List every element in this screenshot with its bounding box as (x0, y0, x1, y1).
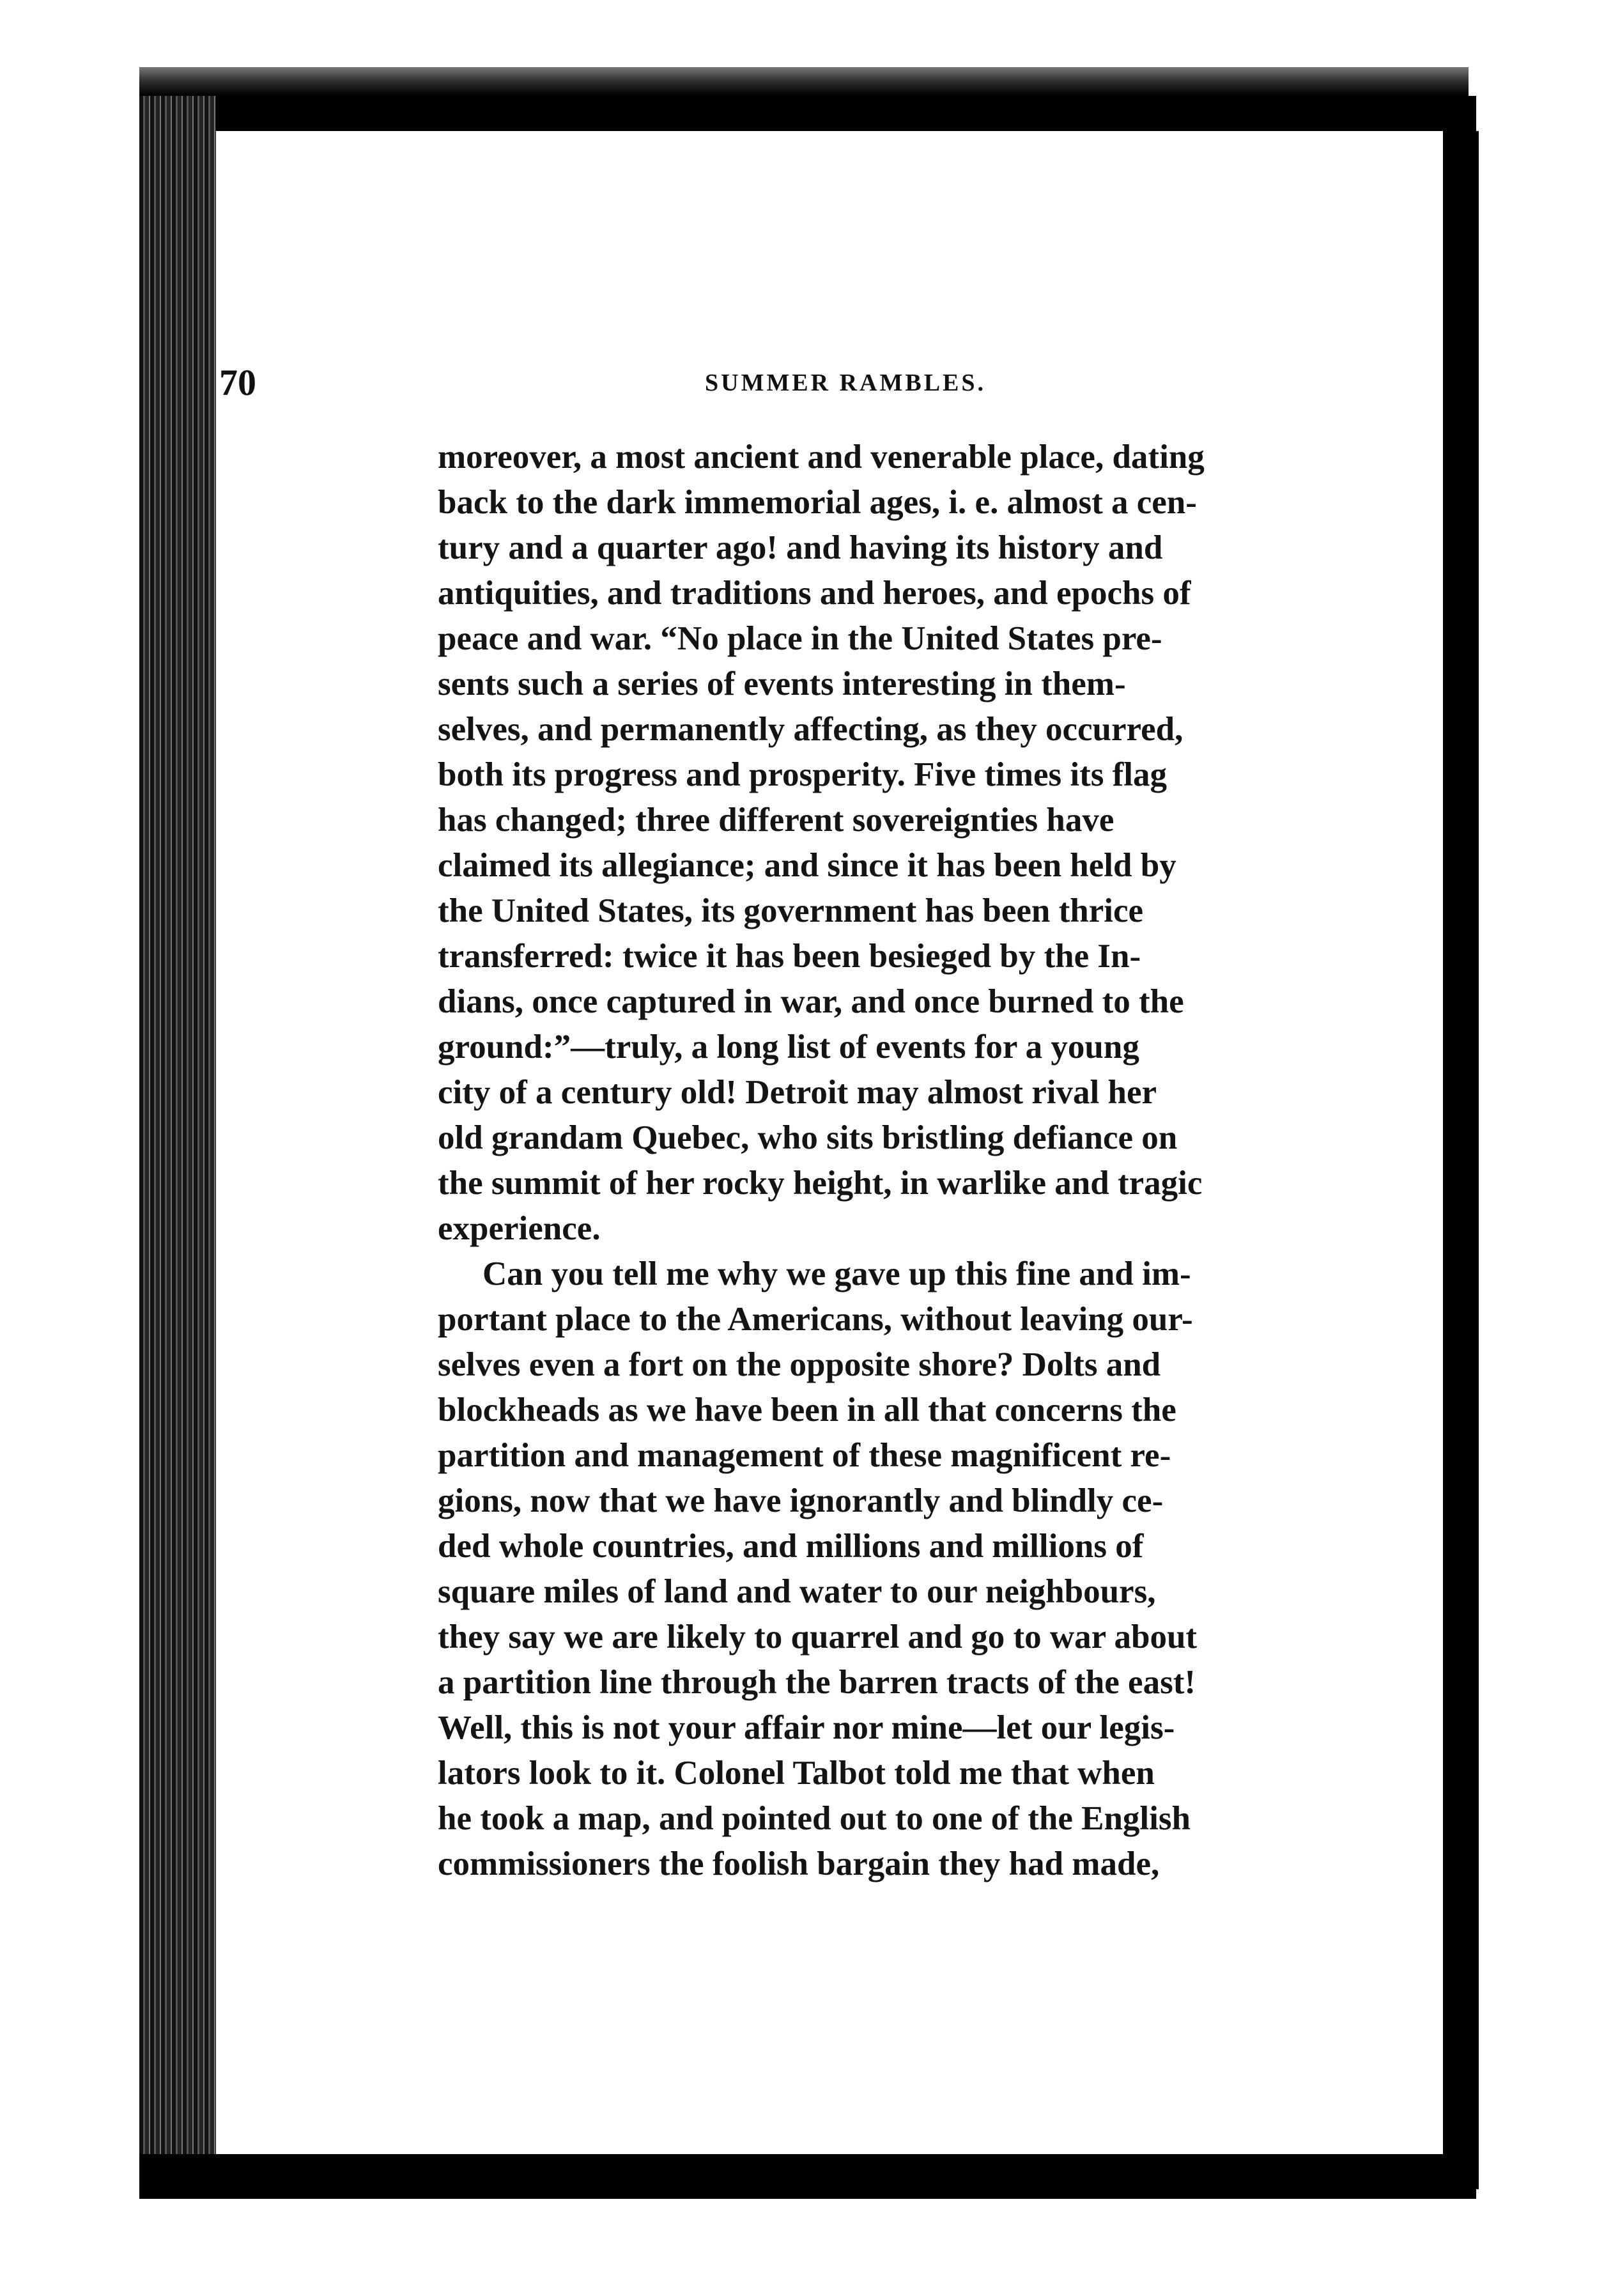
text-line: gions, now that we have ignorantly and blindly ce- (438, 1482, 1164, 1519)
text-line: selves even a fort on the opposite shore? Dolts and (438, 1346, 1161, 1383)
text-line: portant place to the Americans, without leaving our- (438, 1301, 1193, 1338)
running-head: SUMMER RAMBLES. (705, 369, 987, 396)
text-line: city of a century old! Detroit may almost rival her (438, 1074, 1157, 1111)
text-line: moreover, a most ancient and venerable place, dating (438, 438, 1205, 476)
text-line: Well, this is not your affair nor mine—let our legis- (438, 1709, 1175, 1746)
text-line: a partition line through the barren tracts of the east! (438, 1664, 1196, 1701)
facing-page-edge (1476, 131, 1604, 2189)
text-line: back to the dark immemorial ages, i. e. almost a cen- (438, 484, 1197, 521)
text-line: square miles of land and water to our neighbours, (438, 1573, 1156, 1610)
text-line: claimed its allegiance; and since it has been held by (438, 847, 1176, 884)
text-line: has changed; three different sovereignties have (438, 802, 1114, 839)
text-line: ded whole countries, and millions and millions of (438, 1528, 1144, 1565)
body-text (438, 435, 1284, 1887)
text-line: dians, once captured in war, and once burned to the (438, 983, 1184, 1020)
text-line: old grandam Quebec, who sits bristling defiance on (438, 1119, 1178, 1156)
text-line: sents such a series of events interesting in them- (438, 665, 1126, 702)
text-line: the United States, its government has been thrice (438, 892, 1144, 929)
text-line: lators look to it. Colonel Talbot told me that when (438, 1755, 1155, 1792)
book-page-edges (139, 96, 216, 2167)
text-line: he took a map, and pointed out to one of the English (438, 1800, 1191, 1837)
text-line: antiquities, and traditions and heroes, and epochs of (438, 575, 1191, 612)
text-line: ground:”—truly, a long list of events for a young (438, 1028, 1139, 1066)
text-line: commissioners the foolish bargain they had made, (438, 1845, 1160, 1882)
paragraph (438, 1252, 1284, 1887)
text-line: Can you tell me why we gave up this fine and im- (482, 1255, 1191, 1292)
text-line: the summit of her rocky height, in warlike and tragic (438, 1165, 1203, 1202)
page-number: 70 (219, 362, 256, 403)
text-line: both its progress and prosperity. Five times its flag (438, 756, 1168, 793)
text-line: they say we are likely to quarrel and go to war about (438, 1618, 1198, 1656)
text-line: tury and a quarter ago! and having its history and (438, 529, 1163, 566)
text-line: experience. (438, 1210, 601, 1247)
text-line: transferred: twice it has been besieged by the In- (438, 938, 1141, 975)
scan-border-top (139, 96, 1476, 131)
text-line: blockheads as we have been in all that concerns the (438, 1392, 1176, 1429)
scan-border-bottom (139, 2154, 1476, 2199)
paragraph (438, 435, 1284, 1252)
text-line: partition and management of these magnificent re- (438, 1437, 1171, 1474)
scan-border-right (1443, 96, 1476, 2199)
text-line: peace and war. “No place in the United States pre- (438, 620, 1162, 657)
page-header (219, 361, 1293, 412)
text-line: selves, and permanently affecting, as they occurred, (438, 711, 1184, 748)
